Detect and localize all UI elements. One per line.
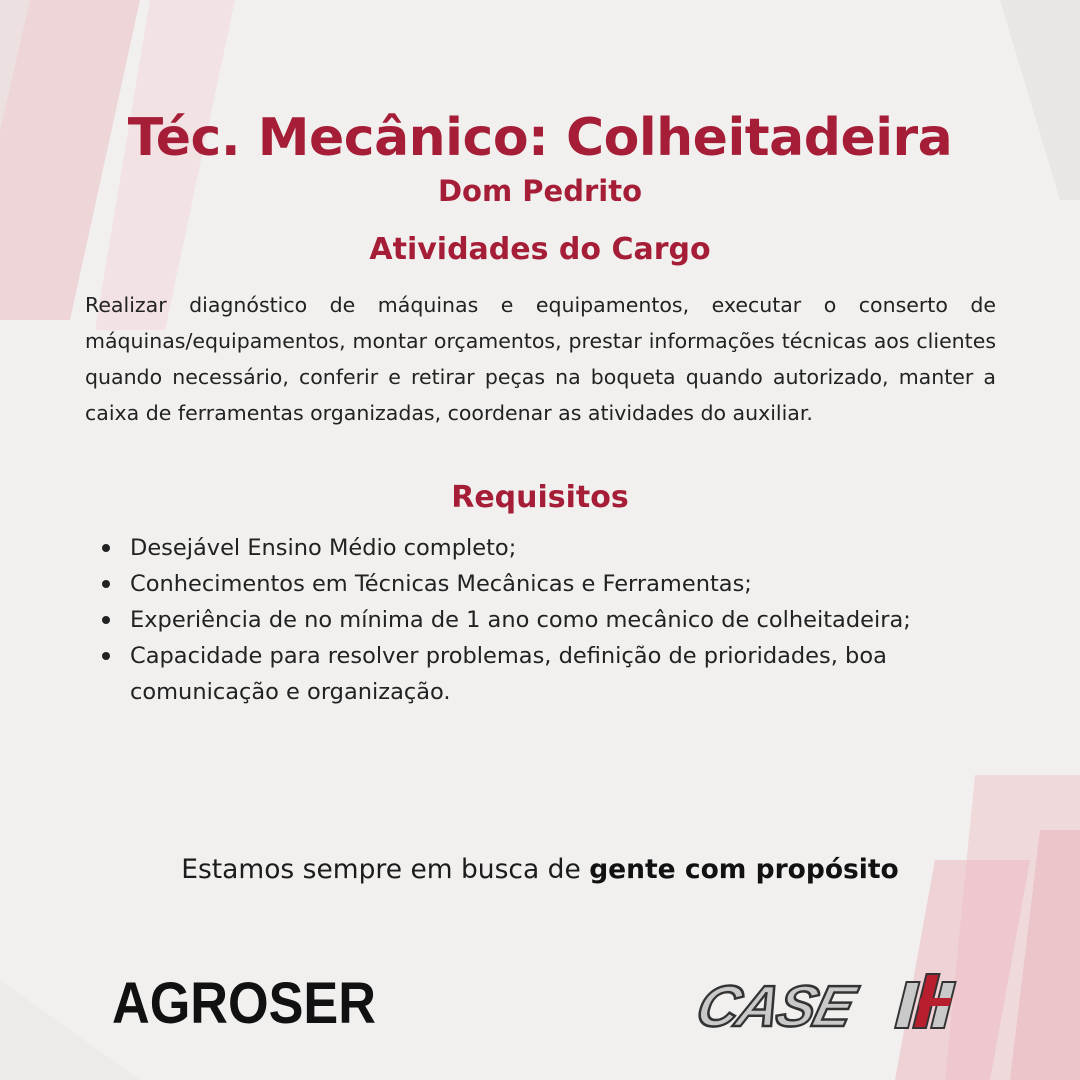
- job-location: Dom Pedrito: [437, 174, 643, 208]
- ih-mark: [895, 974, 957, 1028]
- requirement-item: [100, 638, 980, 710]
- requirements-heading: Requisitos: [451, 480, 629, 515]
- requirement-text: Desejável Ensino Médio completo;: [130, 535, 517, 561]
- bullet-icon: [102, 580, 110, 588]
- tagline-emphasis: gente com propósito: [589, 854, 899, 885]
- bullet-icon: [102, 616, 110, 624]
- tagline-prefix: Estamos sempre em busca de: [181, 854, 590, 885]
- activities-heading: Atividades do Cargo: [369, 232, 711, 267]
- requirement-item: [100, 602, 980, 638]
- requirements-list: [100, 530, 980, 710]
- svg-text:CASE: CASE: [690, 974, 860, 1039]
- agroser-logo: AGROSER: [112, 971, 376, 1036]
- bullet-icon: [102, 544, 110, 552]
- requirement-text: Conhecimentos em Técnicas Mecânicas e Ferramentas;: [130, 571, 752, 597]
- requirement-text: Capacidade para resolver problemas, definição de prioridades, boa comunicação e organização.: [130, 643, 887, 705]
- tagline: [0, 854, 1080, 885]
- requirement-item: [100, 530, 980, 566]
- job-title: Téc. Mecânico: Colheitadeira: [127, 108, 953, 168]
- bullet-icon: [102, 652, 110, 660]
- requirement-text: Experiência de no mínima de 1 ano como mecânico de colheitadeira;: [130, 607, 911, 633]
- requirement-item: [100, 566, 980, 602]
- activities-description: Realizar diagnóstico de máquinas e equipamentos, executar o conserto de máquinas/equipamentos, montar orçamentos, prestar informações técnicas aos clientes quando necessário, conferir e retirar peças na boqueta quando autorizado, manter a caixa de ferramentas organizadas, coordenar as atividades do auxiliar.: [85, 293, 996, 425]
- case-ih-logo: [682, 968, 972, 1040]
